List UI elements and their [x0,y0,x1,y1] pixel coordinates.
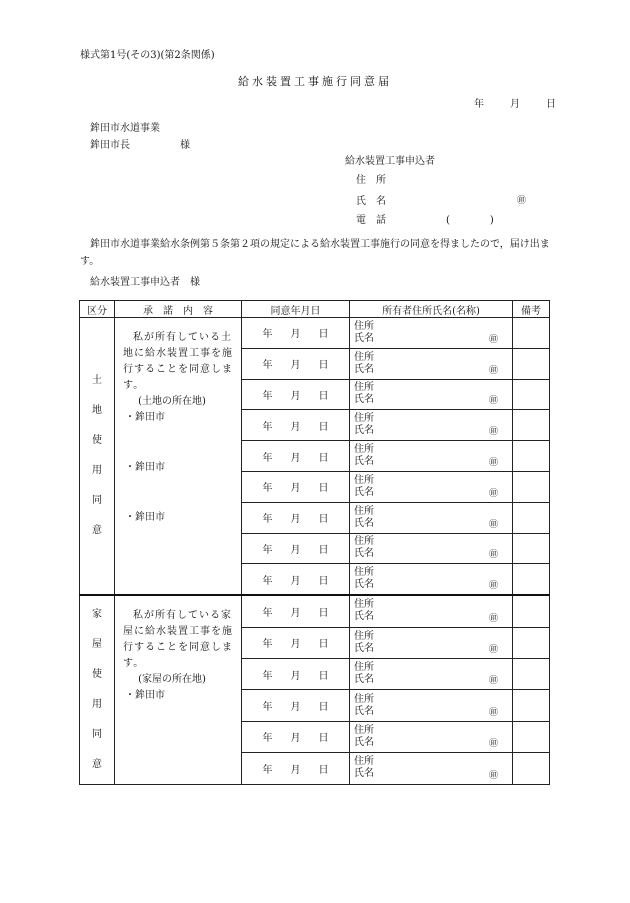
remarks-cell[interactable] [513,690,550,721]
remarks-cell[interactable] [513,753,550,784]
consent-date-day: 日 [318,733,329,745]
remarks-cell[interactable] [513,658,550,689]
owner-seal: ㊞ [488,676,498,687]
owner-seal: ㊞ [488,707,498,718]
remarks-cell[interactable] [513,379,550,410]
owner-cell[interactable] [350,690,513,721]
owner-seal: ㊞ [488,457,498,468]
category-char: 使 [92,668,102,680]
owner-seal: ㊞ [488,550,498,561]
owner-cell[interactable] [350,410,513,441]
addressee-org: 鉾田市水道事業 [90,123,160,134]
remarks-cell[interactable] [513,721,550,752]
date-month-label: 月 [510,99,520,110]
owner-address-label: 住所 [354,567,374,579]
document-title: 給水装置工事施行同意届 [238,75,392,88]
consent-date-cell[interactable] [242,502,350,533]
consent-date-day: 日 [318,329,329,341]
consent-date-day: 日 [318,390,329,402]
header-consent-content: 承 諾 内 容 [115,301,242,318]
owner-name-label: 氏名 [354,363,374,375]
owner-cell[interactable] [350,318,513,349]
remarks-cell[interactable] [513,348,550,379]
owner-address-label: 住所 [354,662,374,674]
consent-date-year: 年 [262,360,273,372]
category-char: 使 [92,435,102,447]
consent-date-cell[interactable] [242,533,350,564]
location-city: ・鉾田市 [125,690,165,702]
consent-date-day: 日 [318,514,329,526]
owner-cell[interactable] [350,348,513,379]
category-char: 意 [92,758,102,770]
applicant-seal: ㊞ [517,196,527,206]
consent-date-year: 年 [262,452,273,464]
consent-date-year: 年 [262,607,273,619]
owner-name-label: 氏名 [354,486,374,498]
consent-text-land [115,318,242,596]
consent-date-year: 年 [262,639,273,651]
owner-seal: ㊞ [488,427,498,438]
remarks-cell[interactable] [513,502,550,533]
consent-date-month: 月 [290,483,301,495]
consent-date-cell[interactable] [242,471,350,502]
consent-date-year: 年 [262,329,273,341]
owner-address-label: 住所 [354,382,374,394]
date-day-label: 日 [546,99,556,110]
owner-name-label: 氏名 [354,736,374,748]
body-text: 鉾田市水道事業給水条例第５条第２項の規定による給水装置工事施行の同意を得ましたので，届け出ます。 [80,239,550,267]
remarks-cell[interactable] [513,471,550,502]
owner-seal: ㊞ [488,770,498,781]
table-row [80,595,550,627]
category-char: 用 [92,465,102,477]
addressee-mayor [90,140,190,151]
consent-date-year: 年 [262,733,273,745]
owner-seal: ㊞ [488,488,498,499]
consent-date-year: 年 [262,544,273,556]
owner-name-label: 氏名 [354,332,374,344]
category-char: 地 [92,405,102,417]
consent-date-month: 月 [290,702,301,714]
owner-cell[interactable] [350,441,513,472]
category-char: 屋 [92,638,102,650]
owner-name-label: 氏名 [354,517,374,529]
consent-date-cell[interactable] [242,441,350,472]
consent-date-year: 年 [262,390,273,402]
consent-date-year: 年 [262,764,273,776]
owner-cell[interactable] [350,658,513,689]
category-char: 用 [92,698,102,710]
remarks-cell[interactable] [513,533,550,564]
owner-name-label: 氏名 [354,611,374,623]
remarks-cell[interactable] [513,318,550,349]
owner-address-label: 住所 [354,474,374,486]
consent-date-cell[interactable] [242,721,350,752]
applicant-address-label: 住 所 [356,175,386,186]
consent-date-day: 日 [318,702,329,714]
owner-name-label: 氏名 [354,579,374,591]
location-label: (土地の所在地) [138,396,206,407]
to-line: 給水装置工事申込者 様 [90,277,200,288]
applicant-name-label: 氏 名 [356,196,386,207]
consent-date-month: 月 [290,452,301,464]
category-char: 同 [92,495,102,507]
owner-name-label: 氏名 [354,705,374,717]
applicant-phone [356,215,494,226]
owner-address-label: 住所 [354,756,374,768]
category-house [80,595,115,784]
consent-date-day: 日 [318,421,329,433]
owner-address-label: 住所 [354,630,374,642]
owner-cell[interactable] [350,564,513,595]
owner-name-label: 氏名 [354,425,374,437]
consent-date-cell[interactable] [242,753,350,784]
owner-name-label: 氏名 [354,456,374,468]
consent-date-day: 日 [318,575,329,587]
owner-cell[interactable] [350,721,513,752]
applicant-title: 給水装置工事申込者 [345,156,435,167]
consent-date-month: 月 [290,390,301,402]
owner-seal: ㊞ [488,613,498,624]
owner-seal: ㊞ [488,334,498,345]
consent-date-cell[interactable] [242,627,350,658]
consent-statement: 私が所有している家屋に給水装置工事を施行することを同意します。 [123,610,233,670]
location-city: ・鉾田市 [125,512,165,523]
category-land [80,318,115,596]
consent-date-year: 年 [262,421,273,433]
owner-address-label: 住所 [354,505,374,517]
applicant-phone-label: 電 話 [356,215,386,226]
consent-date-month: 月 [290,639,301,651]
consent-date-cell[interactable] [242,410,350,441]
owner-address-label: 住所 [354,444,374,456]
owner-name-label: 氏名 [354,674,374,686]
owner-name-label: 氏名 [354,548,374,560]
owner-cell[interactable] [350,627,513,658]
consent-date-month: 月 [290,514,301,526]
table-row [80,318,550,349]
consent-date-month: 月 [290,544,301,556]
location-city: ・鉾田市 [125,412,165,423]
consent-date-month: 月 [290,607,301,619]
header-consent-date: 同意年月日 [242,301,350,318]
consent-date-cell[interactable] [242,318,350,349]
owner-address-label: 住所 [354,351,374,363]
category-char: 家 [92,608,102,620]
owner-cell[interactable] [350,533,513,564]
consent-date-cell[interactable] [242,658,350,689]
owner-seal: ㊞ [488,739,498,750]
consent-statement: 私が所有している土地に給水装置工事を施行することを同意します。 [123,332,233,391]
consent-date-month: 月 [290,575,301,587]
consent-date-day: 日 [318,607,329,619]
owner-name-label: 氏名 [354,394,374,406]
remarks-cell[interactable] [513,410,550,441]
owner-name-label: 氏名 [354,642,374,654]
applicant-phone-value: ( ) [446,215,494,226]
table-header-row [80,301,550,318]
remarks-cell[interactable] [513,595,550,627]
consent-date-year: 年 [262,575,273,587]
consent-date-month: 月 [290,329,301,341]
owner-seal: ㊞ [488,519,498,530]
owner-address-label: 住所 [354,320,374,332]
consent-date-day: 日 [318,639,329,651]
owner-address-label: 住所 [354,693,374,705]
owner-seal: ㊞ [488,365,498,376]
consent-date-month: 月 [290,764,301,776]
consent-date-year: 年 [262,670,273,682]
consent-date-day: 日 [318,483,329,495]
header-category: 区分 [80,301,115,318]
category-char: 土 [92,375,102,387]
consent-date-day: 日 [318,544,329,556]
consent-date-day: 日 [318,670,329,682]
consent-date-month: 月 [290,421,301,433]
category-char: 同 [92,728,102,740]
consent-date-day: 日 [318,452,329,464]
consent-date-cell[interactable] [242,379,350,410]
consent-date-year: 年 [262,483,273,495]
consent-date-month: 月 [290,670,301,682]
consent-date-cell[interactable] [242,595,350,627]
consent-date-day: 日 [318,360,329,372]
owner-cell[interactable] [350,379,513,410]
owner-seal: ㊞ [488,581,498,592]
owner-cell[interactable] [350,753,513,784]
owner-address-label: 住所 [354,724,374,736]
header-owner: 所有者住所氏名(名称) [350,301,513,318]
consent-date-month: 月 [290,733,301,745]
submission-date [474,100,556,110]
owner-address-label: 住所 [354,536,374,548]
consent-date-cell[interactable] [242,564,350,595]
owner-address-label: 住所 [354,599,374,611]
owner-cell[interactable] [350,502,513,533]
addressee-honorific: 様 [180,140,190,151]
remarks-cell[interactable] [513,441,550,472]
consent-date-cell[interactable] [242,348,350,379]
form-number: 様式第1号(その3)(第2条関係) [80,50,215,61]
owner-cell[interactable] [350,595,513,627]
owner-name-label: 氏名 [354,768,374,780]
remarks-cell[interactable] [513,627,550,658]
consent-date-month: 月 [290,360,301,372]
remarks-cell[interactable] [513,564,550,595]
owner-cell[interactable] [350,471,513,502]
owner-seal: ㊞ [488,396,498,407]
owner-address-label: 住所 [354,413,374,425]
consent-date-year: 年 [262,514,273,526]
consent-text-house [115,595,242,784]
consent-date-year: 年 [262,702,273,714]
location-label: (家屋の所在地) [138,674,206,686]
category-char: 意 [92,525,102,537]
header-remarks: 備考 [513,301,550,318]
date-year-label: 年 [474,99,484,110]
consent-date-cell[interactable] [242,690,350,721]
consent-table [79,300,550,785]
consent-date-day: 日 [318,764,329,776]
location-city: ・鉾田市 [125,462,165,473]
addressee-mayor-label: 鉾田市長 [90,140,130,151]
owner-seal: ㊞ [488,644,498,655]
